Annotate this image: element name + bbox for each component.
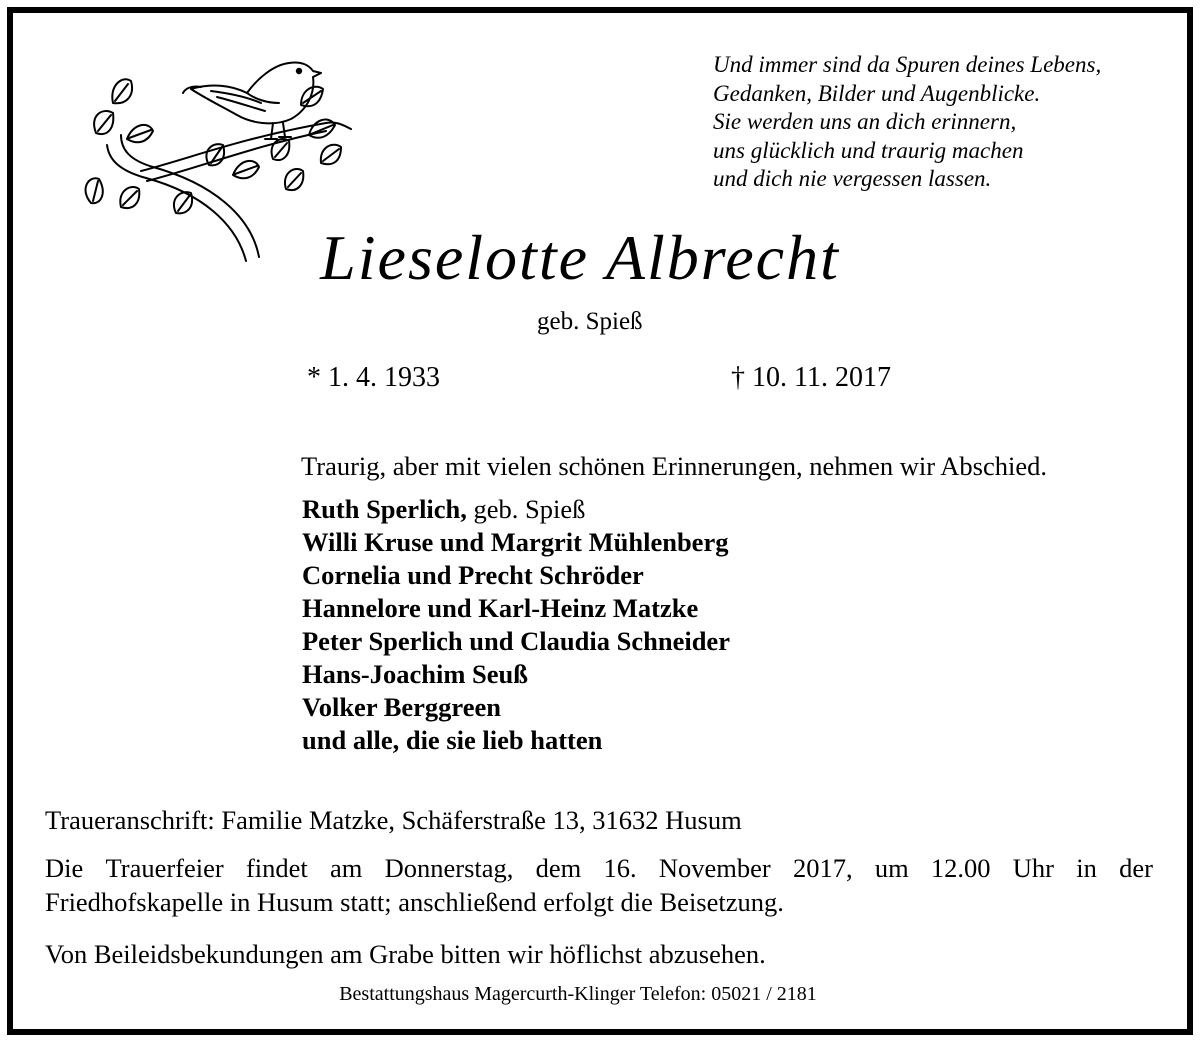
deceased-name: Lieselotte Albrecht bbox=[320, 222, 840, 293]
farewell-text: Traurig, aber mit vielen schönen Erinnerungen, nehmen wir Abschied. bbox=[301, 451, 1047, 481]
service-word: am bbox=[330, 853, 363, 883]
funeral-home-contact: Bestattungshaus Magercurth-Klinger Telefon: 05021 / 2181 bbox=[339, 983, 817, 1005]
mourner-name: Cornelia und Precht Schröder bbox=[302, 560, 644, 590]
service-word: Die bbox=[45, 853, 84, 883]
mourner-name: Volker Berggreen bbox=[302, 692, 501, 722]
deceased-name-container bbox=[13, 213, 1187, 303]
mourner-name: und alle, die sie lieb hatten bbox=[302, 725, 603, 755]
service-word: 16. bbox=[603, 853, 637, 883]
service-word: 2017, bbox=[792, 853, 853, 883]
mourner bbox=[302, 559, 730, 592]
birth-date: * 1. 4. 1933 bbox=[307, 362, 440, 393]
funeral-home-footer bbox=[13, 981, 1187, 1007]
service-word: Uhr bbox=[1012, 853, 1054, 883]
service-word: Donnerstag, bbox=[384, 853, 514, 883]
obituary-notice bbox=[7, 7, 1193, 1035]
mourner bbox=[302, 724, 730, 757]
mourner bbox=[302, 658, 730, 691]
service-line-1 bbox=[45, 851, 1153, 885]
mourner bbox=[302, 592, 730, 625]
poem-line: Gedanken, Bilder und Augenblicke. bbox=[713, 80, 1041, 106]
mourner-name: Ruth Sperlich, bbox=[302, 494, 467, 524]
service-word: in bbox=[1076, 853, 1097, 883]
mourner bbox=[302, 691, 730, 724]
mourner-name: Hans-Joachim Seuß bbox=[302, 659, 529, 689]
service-word: 12.00 bbox=[930, 853, 991, 883]
poem-line: Sie werden uns an dich erinnern, bbox=[713, 109, 1017, 135]
maiden-name: geb. Spieß bbox=[537, 308, 643, 335]
mourner bbox=[302, 625, 730, 658]
mourner bbox=[302, 526, 730, 559]
mourner-name: Peter Sperlich und Claudia Schneider bbox=[302, 626, 730, 656]
service-word: November bbox=[658, 853, 771, 883]
poem-line: uns glücklich und traurig machen bbox=[713, 137, 1024, 163]
funeral-service-info bbox=[45, 851, 1153, 919]
condolence-note: Von Beileidsbekundungen am Grabe bitten wir höflichst abzusehen. bbox=[45, 939, 766, 969]
service-word: dem bbox=[535, 853, 582, 883]
mourner bbox=[302, 493, 730, 526]
poem bbox=[713, 51, 1101, 194]
mourner-suffix: geb. Spieß bbox=[466, 494, 586, 524]
mourning-address: Traueranschrift: Familie Matzke, Schäferstraße 13, 31632 Husum bbox=[45, 805, 742, 835]
death-date: † 10. 11. 2017 bbox=[731, 362, 891, 393]
service-word: um bbox=[874, 853, 909, 883]
service-line-2: Friedhofskapelle in Husum statt; anschließend erfolgt die Beisetzung. bbox=[45, 887, 784, 917]
mourner-name: Willi Kruse und Margrit Mühlenberg bbox=[302, 527, 729, 557]
mourner-name: Hannelore und Karl-Heinz Matzke bbox=[302, 593, 699, 623]
service-word: der bbox=[1119, 853, 1153, 883]
poem-line: und dich nie vergessen lassen. bbox=[713, 166, 992, 192]
mourners-list bbox=[302, 493, 730, 757]
service-word: findet bbox=[245, 853, 308, 883]
poem-line: Und immer sind da Spuren deines Lebens, bbox=[713, 52, 1102, 77]
service-word: Trauerfeier bbox=[105, 853, 224, 883]
